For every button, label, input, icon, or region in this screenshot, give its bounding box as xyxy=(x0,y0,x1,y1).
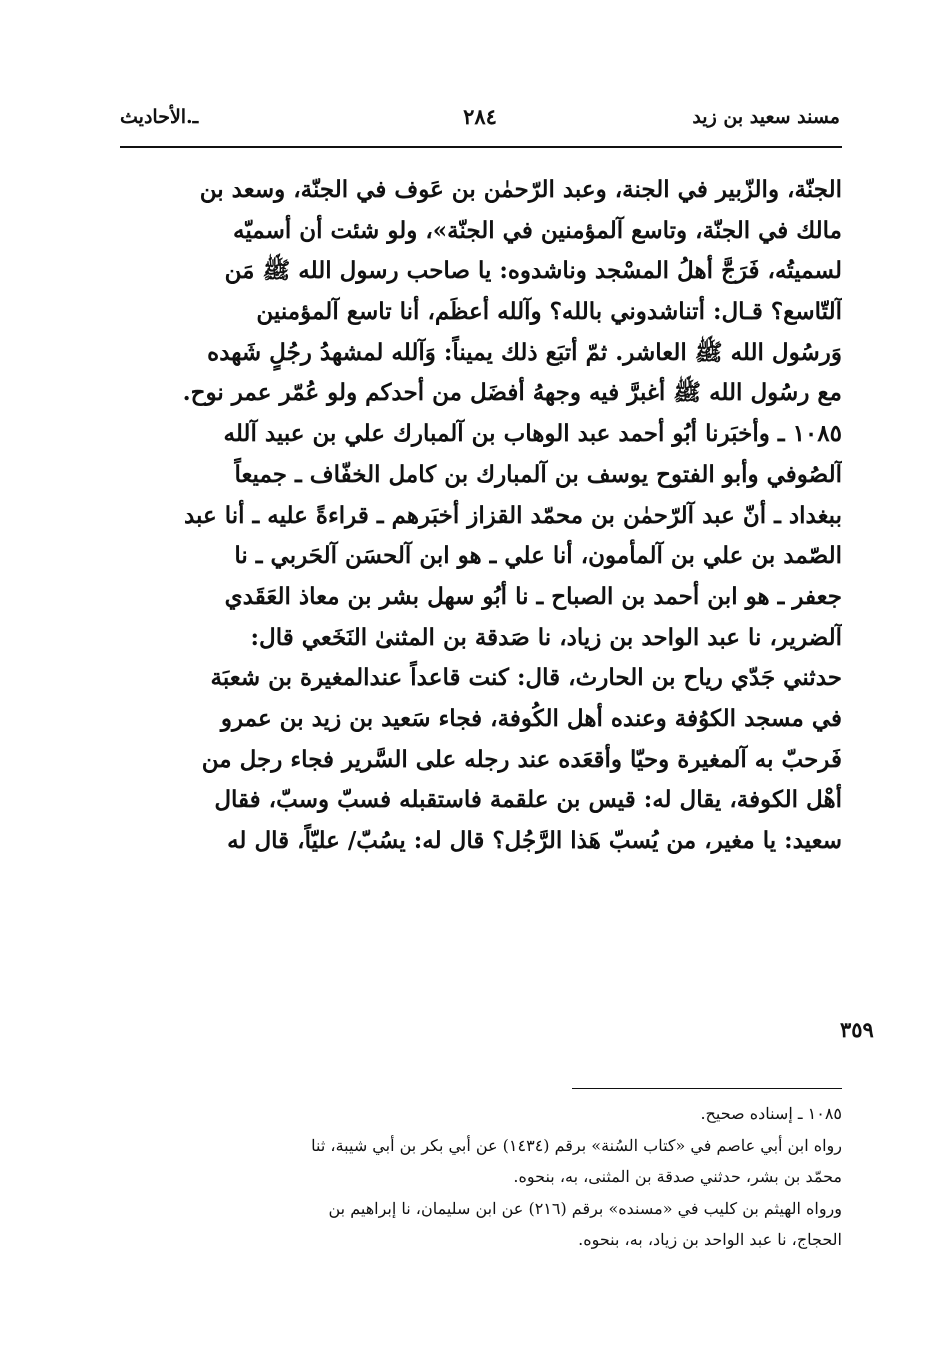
text-line: جعفر ـ هو ابن أحمد بن الصباح ـ نا أبُو سهل بشر بن معاذ العَقَدي xyxy=(224,582,842,610)
header-rule xyxy=(120,146,842,148)
text-line: ببغداد ـ أنّ عبد آلرّحمٰن بن محمّد القزاز أخبَرهم ـ قراءةً عليه ـ أنا عبد xyxy=(183,501,842,529)
text-line: آلضرير، نا عبد الواحد بن زياد، نا صَدقة بن المثنىٰ النَخَعي قال: xyxy=(250,623,842,651)
footnote-separator xyxy=(572,1088,842,1089)
text-line: وَرسُول الله ﷺ العاشر. ثمّ أتبَع ذلك يميناً: وَآلله لمشهدُ رجُلٍ شَهده xyxy=(207,338,842,366)
text-line: آلصُوفي وأبو الفتوح يوسف بن آلمبارك بن كامل الخفّاف ـ جميعاً xyxy=(234,460,842,488)
main-text xyxy=(120,170,842,862)
hadith-1085-start: ١٠٨٥ ـ وأخبَرنا أبُو أحمد عبد الوهاب بن آلمبارك علي بن عبيد آلله xyxy=(223,420,842,448)
text-line: الجنّة، والزّبير في الجنة، وعبد الرّحمٰن بن عَوف في الجنّة، وسعد بن xyxy=(199,176,842,203)
footnotes xyxy=(120,1098,842,1256)
text-line: مالك في الجنّة، وتاسع آلمؤمنين في الجنّة»، ولو شئت أن أسميّه xyxy=(233,216,842,244)
text-line: سعيد: يا مغير، من يُسبّ هَذا الرَّجُل؟ قال له: يسُبّ/ عليّاً، قال له xyxy=(227,827,842,854)
text-line: لسميتُه، فَرَجَّ أهلُ المسْجد وناشدوه: يا صاحب رسول الله ﷺ مَن xyxy=(224,257,842,285)
footnote-line: الحجاج، نا عبد الواحد بن زياد، به، بنحوه. xyxy=(578,1230,842,1250)
text-line: الصّمد بن علي بن آلمأمون، أنا علي ـ هو ابن آلحسَن آلحَربي ـ نا xyxy=(234,542,842,570)
text-line: مع رسُول الله ﷺ أغبرَّ فيه وجههُ أفضَل من أحدكم ولو عُمّر عمر نوح. xyxy=(182,379,842,407)
margin-page-reference: ٣٥٩ xyxy=(840,1017,874,1042)
text-line: في مسجد الكوُفة وعنده أهل الكُوفة، فجاء سَعيد بن زيد بن عمرو xyxy=(220,704,842,732)
footnote-line: ورواه الهيثم بن كليب في «مسنده» برقم (٢١٦) عن ابن سليمان، نا إبراهيم بن xyxy=(328,1198,842,1218)
text-line: أهْل الكوفة، يقال له: قيس بن علقمة فاستقبله فسبّ وسبّ، فقال xyxy=(214,786,842,814)
section-title: ـ.الأحاديث xyxy=(120,106,199,128)
footnote-line: ١٠٨٥ ـ إسناده صحيح. xyxy=(700,1104,842,1123)
page-number: ٢٨٤ xyxy=(463,104,497,129)
footnote-line: رواه ابن أبي عاصم في «كتاب السُنة» برقم (١٤٣٤) عن أبي بكر بن أبي شيبة، ثنا xyxy=(311,1135,842,1155)
book-title: مسند سعيد بن زيد xyxy=(692,106,840,128)
footnote-line: محمّد بن بشر، حدثني صدقة بن المثنى، به، بنحوه. xyxy=(513,1167,842,1187)
text-line: فَرحبّ به آلمغيرة وحيّا وأقعَده عند رجله على السَّرير فجاء رجل من xyxy=(201,745,842,773)
page-header xyxy=(120,100,840,140)
text-line: آلتّاسع؟ قـال: أتناشدوني بالله؟ وآلله أعظَم، أنا تاسع آلمؤمنين xyxy=(256,298,842,326)
text-line: حدثني جَدّي رياح بن الحارث، قال: كنت قاعداً عندالمغيرة بن شعبَة xyxy=(210,664,842,692)
